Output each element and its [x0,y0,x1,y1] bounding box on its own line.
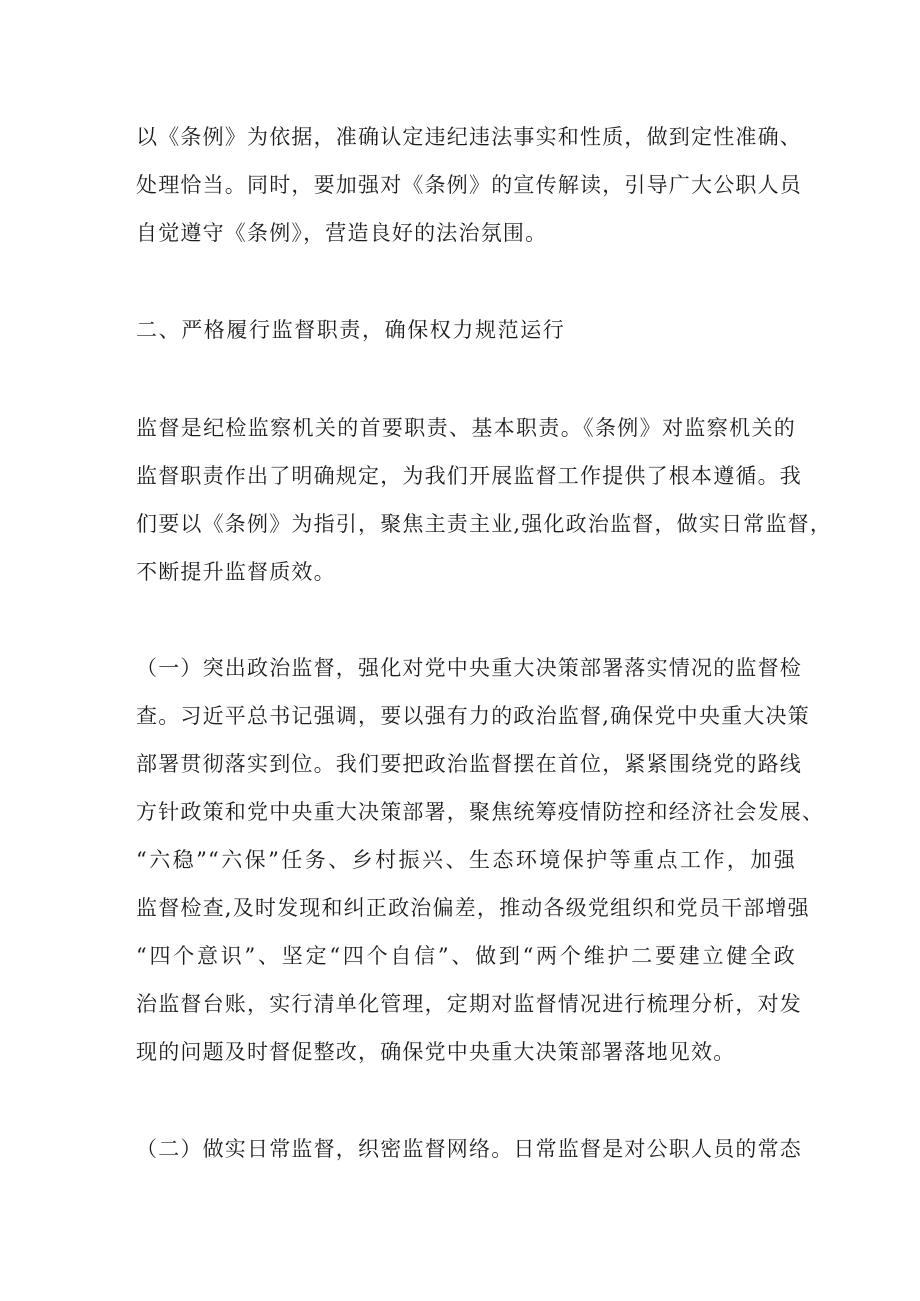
text-line: 查。习近平总书记强调，要以强有力的政治监督,确保党中央重大决策 [136,704,810,728]
text-line: 现的问题及时督促整改，确保党中央重大决策部署落地见效。 [136,1040,736,1064]
paragraph-intro [136,113,802,257]
text-line: 不断提升监督质效。 [136,560,336,584]
text-line: （一）突出政治监督，强化对党中央重大决策部署落实情况的监督检 [136,656,802,680]
text-line: 监督职责作出了明确规定，为我们开展监督工作提供了根本遵循。我 [136,464,802,488]
text-line: “四个意识”、坚定“四个自信”、做到“两个维护二要建立健全政 [136,944,796,968]
text-line: “六稳”“六保”任务、乡村振兴、生态环境保护等重点工作，加强 [136,848,796,872]
text-line: 们要以《条例》为指引，聚焦主责主业,强化政治监督，做实日常监督， [136,512,833,536]
text-line: 处理恰当。同时，要加强对《条例》的宣传解读，引导广大公职人员 [136,173,802,197]
text-line: （二）做实日常监督，织密监督网络。日常监督是对公职人员的常态 [136,1137,802,1161]
paragraph-political-supervision [136,644,825,1076]
text-line: 方针政策和党中央重大决策部署，聚焦统筹疫情防控和经济社会发展、 [136,800,825,824]
text-line: 监督是纪检监察机关的首要职责、基本职责。《条例》对监察机关的 [136,416,796,440]
text-line: 治监督台账，实行清单化管理，定期对监督情况进行梳理分析，对发 [136,992,802,1016]
paragraph-daily-supervision [136,1125,802,1173]
heading-text: 二、严格履行监督职责，确保权力规范运行 [136,318,566,342]
paragraph-supervision [136,404,833,596]
text-line: 自觉遵守《条例》，营造良好的法治氛围。 [136,221,548,245]
text-line: 监督检查,及时发现和纠正政治偏差，推动各级党组织和党员干部增强 [136,896,810,920]
text-line: 部署贯彻落实到位。我们要把政治监督摆在首位，紧紧围绕党的路线 [136,752,802,776]
section-heading [136,306,796,354]
text-line: 以《条例》为依据，准确认定违纪违法事实和性质，做到定性准确、 [136,125,802,149]
